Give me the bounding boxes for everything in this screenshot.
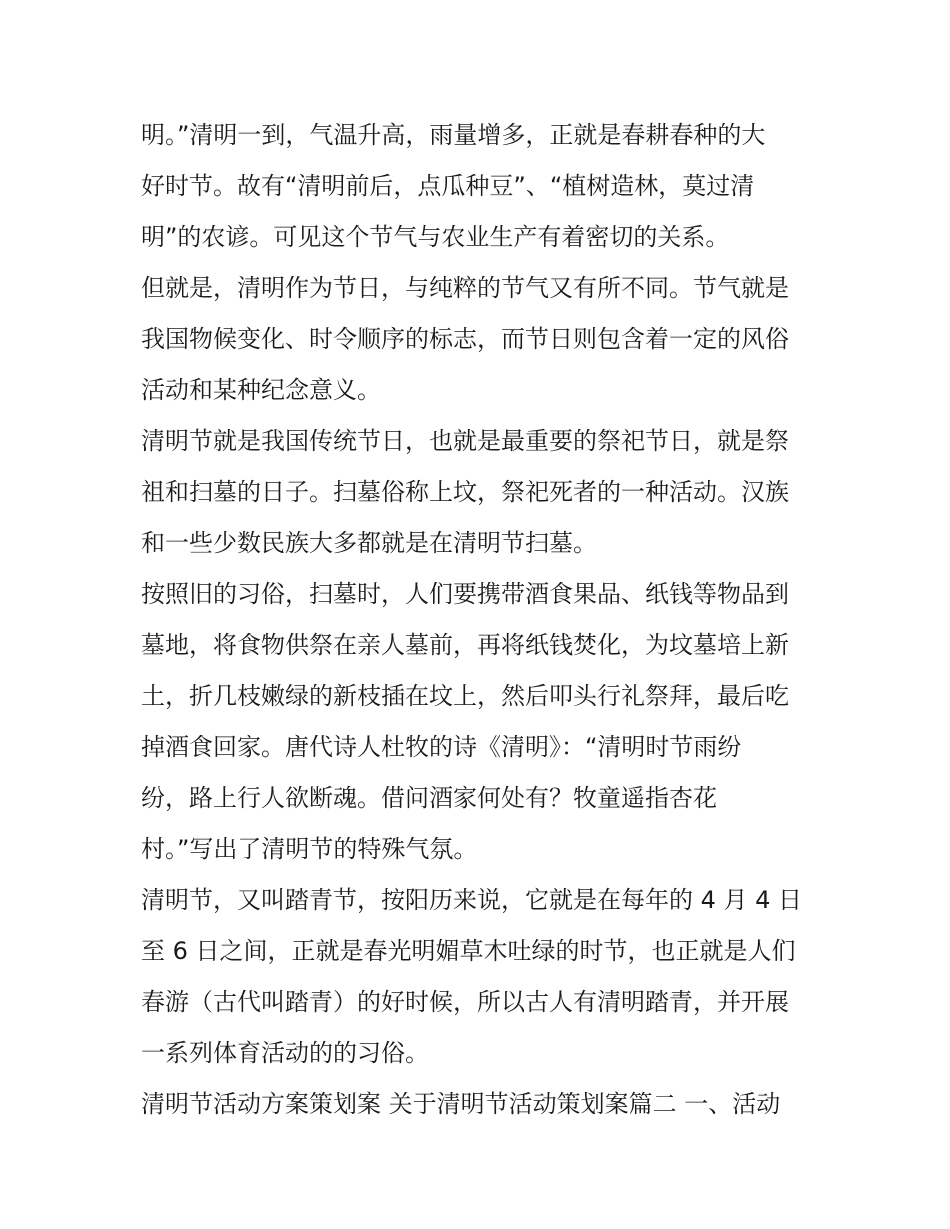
text-line: 明。”清明一到，气温升高，雨量增多，正就是春耕春种的大 [141, 121, 766, 149]
text-line: 好时节。故有“清明前后，点瓜种豆”、“植树造林，莫过清 [141, 172, 755, 200]
text-line: 明”的农谚。可见这个节气与农业生产有着密切的关系。 [141, 223, 730, 251]
text-line: 祖和扫墓的日子。扫墓俗称上坟，祭祀死者的一种活动。汉族 [141, 478, 789, 506]
text-line: 清明节活动方案策划案 关于清明节活动策划案篇二 一、活动 [141, 1090, 781, 1118]
text-line: 墓地，将食物供祭在亲人墓前，再将纸钱焚化，为坟墓培上新 [141, 631, 789, 659]
text-line: 但就是，清明作为节日，与纯粹的节气又有所不同。节气就是 [141, 274, 789, 302]
text-line: 掉酒食回家。唐代诗人杜牧的诗《清明》：“清明时节雨纷 [141, 733, 742, 761]
text-line: 村。”写出了清明节的特殊气氛。 [141, 835, 478, 863]
text-line: 清明节就是我国传统节日，也就是最重要的祭祀节日，就是祭 [141, 427, 789, 455]
text-line: 春游（古代叫踏青）的好时候，所以古人有清明踏青，并开展 [141, 988, 789, 1016]
text-line: 和一些少数民族大多都就是在清明节扫墓。 [141, 529, 597, 557]
text-line: 一系列体育活动的的习俗。 [141, 1039, 429, 1067]
text-line: 土，折几枝嫩绿的新枝插在坟上，然后叩头行礼祭拜，最后吃 [141, 682, 789, 710]
text-line: 纷，路上行人欲断魂。借问酒家何处有？牧童遥指杏花 [141, 784, 717, 812]
text-line: 我国物候变化、时令顺序的标志，而节日则包含着一定的风俗 [141, 325, 789, 353]
document-body [141, 110, 821, 1130]
text-line: 至 6 日之间，正就是春光明媚草木吐绿的时节，也正就是人们 [141, 937, 796, 965]
text-line: 活动和某种纪念意义。 [141, 376, 381, 404]
text-line: 清明节，又叫踏青节，按阳历来说，它就是在每年的 4 月 4 日 [141, 886, 803, 914]
text-line: 按照旧的习俗，扫墓时，人们要携带酒食果品、纸钱等物品到 [141, 580, 789, 608]
